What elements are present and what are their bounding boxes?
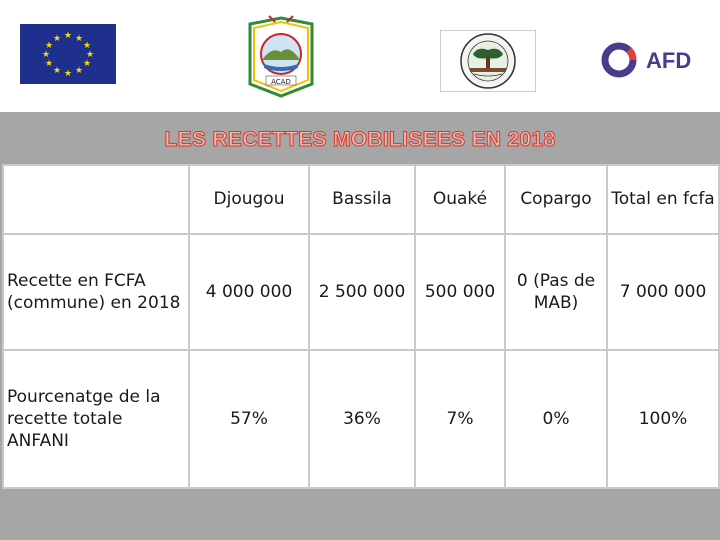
afd-logo-text: AFD (646, 48, 692, 73)
svg-text:★: ★ (41, 50, 51, 60)
svg-text:★: ★ (44, 41, 54, 51)
table-cell: 500 000 (415, 234, 505, 350)
svg-text:★: ★ (52, 34, 62, 44)
table-cell: 36% (309, 350, 415, 488)
svg-text:★: ★ (74, 34, 84, 44)
table-cell: 100% (607, 350, 719, 488)
circular-seal-logo (440, 30, 536, 92)
logo-band (0, 0, 720, 112)
table-row-revenue (3, 234, 719, 350)
table-cell: 0% (505, 350, 607, 488)
svg-text:★: ★ (82, 59, 92, 69)
svg-text:★: ★ (85, 50, 95, 60)
header-cell-ouake: Ouaké (415, 165, 505, 234)
svg-text:★: ★ (74, 66, 84, 76)
slide-title: LES RECETTES MOBILISEES EN 2018 (164, 128, 556, 151)
table-cell: 2 500 000 (309, 234, 415, 350)
table-cell: 7% (415, 350, 505, 488)
table-cell: 0 (Pas de MAB) (505, 234, 607, 350)
acad-logo (244, 14, 318, 100)
afd-logo (600, 40, 704, 80)
table-row-percentage (3, 350, 719, 488)
header-cell-djougou: Djougou (189, 165, 309, 234)
svg-text:★: ★ (63, 69, 73, 79)
row-label-percentage: Pourcenatge de la recette totale ANFANI (3, 350, 189, 488)
eu-stars-icon (20, 24, 116, 84)
table-cell: 7 000 000 (607, 234, 719, 350)
header-cell-total: Total en fcfa (607, 165, 719, 234)
svg-text:★: ★ (63, 31, 73, 41)
svg-text:★: ★ (44, 59, 54, 69)
table-header-row (3, 165, 719, 234)
header-cell-copargo: Copargo (505, 165, 607, 234)
table-cell: 4 000 000 (189, 234, 309, 350)
svg-text:★: ★ (82, 41, 92, 51)
header-cell-bassila: Bassila (309, 165, 415, 234)
eu-flag-logo (20, 24, 116, 84)
row-label-revenue: Recette en FCFA (commune) en 2018 (3, 234, 189, 350)
header-cell-empty (3, 165, 189, 234)
revenue-table (2, 164, 720, 489)
acad-logo-text: ACAD (271, 78, 291, 86)
table-cell: 57% (189, 350, 309, 488)
svg-text:★: ★ (52, 66, 62, 76)
